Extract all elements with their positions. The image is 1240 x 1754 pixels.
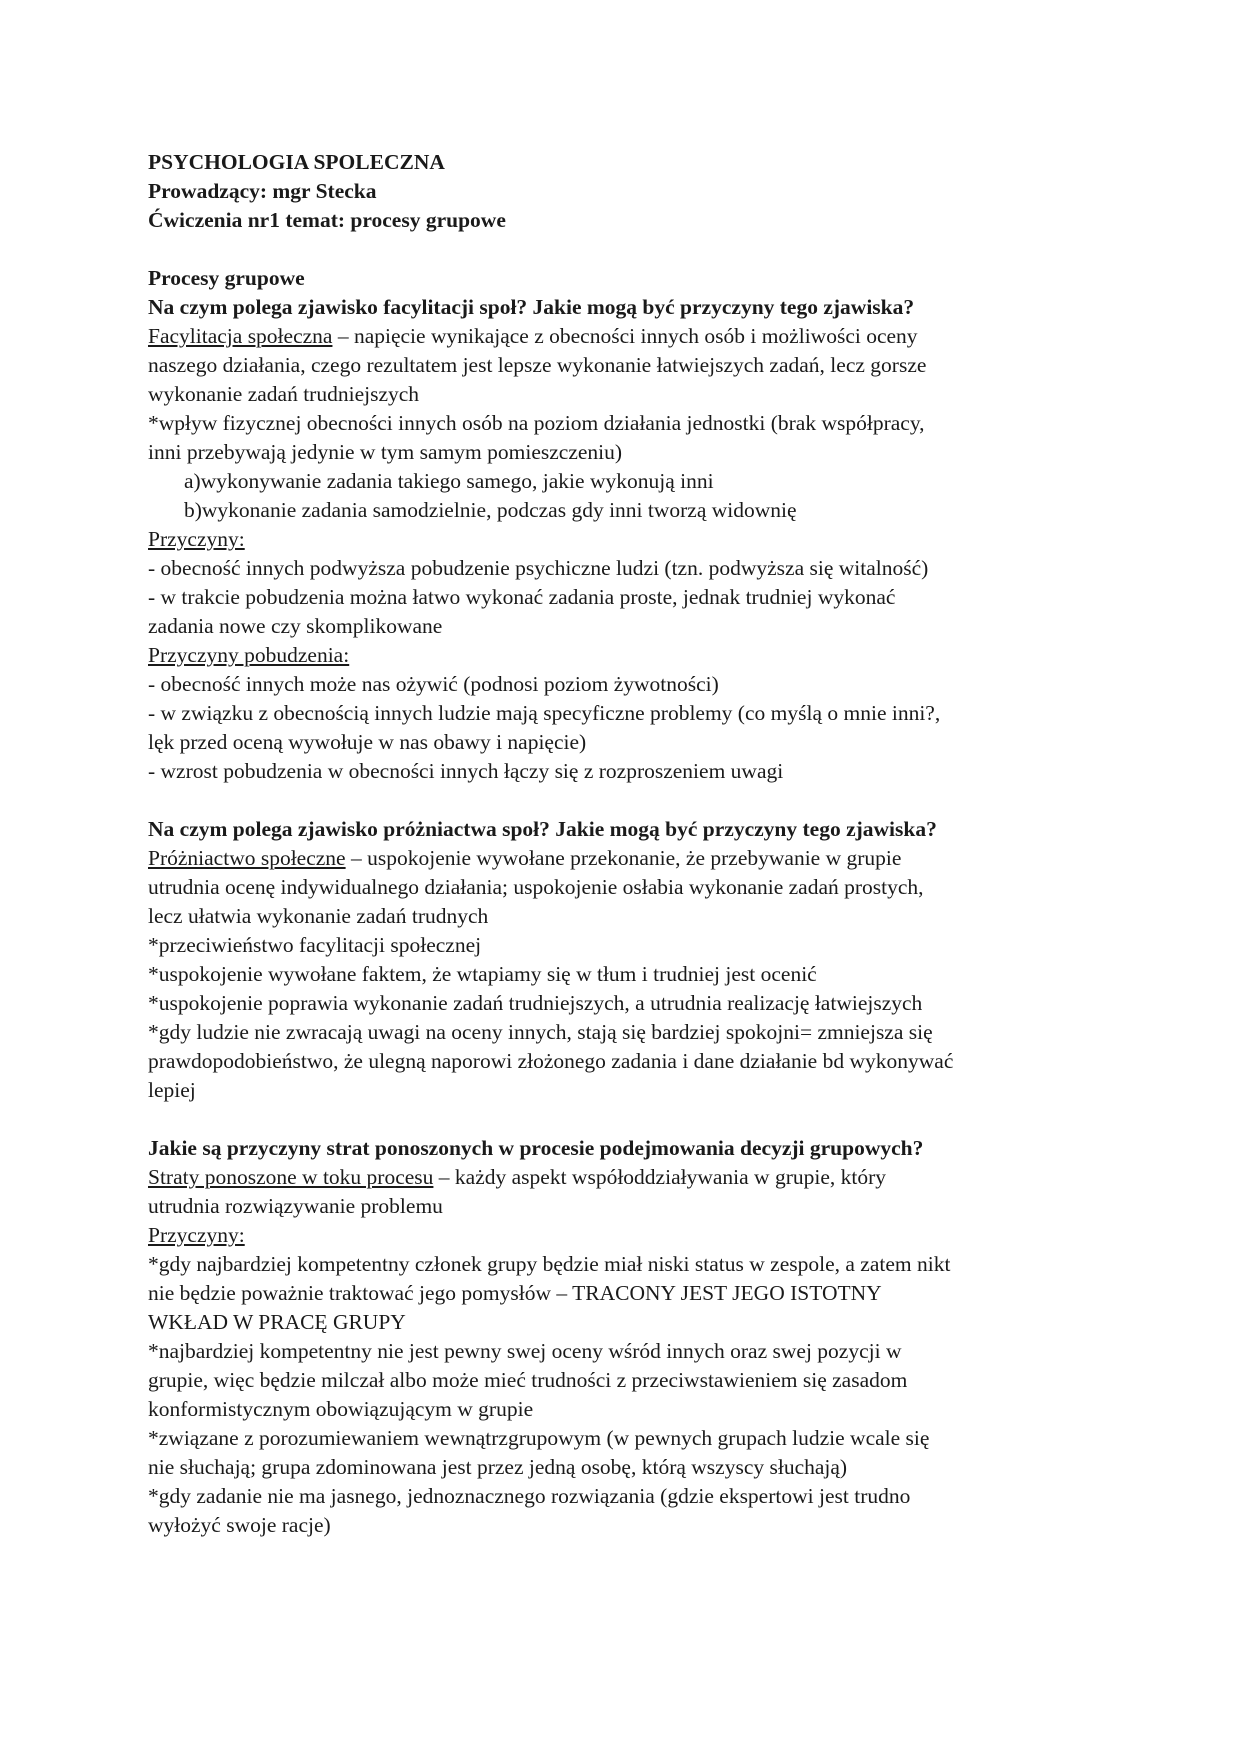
text-line: lepiej — [148, 1078, 196, 1102]
text-line: *uspokojenie poprawia wykonanie zadań trudniejszych, a utrudnia realizację łatwiejszych — [148, 991, 923, 1015]
term-facilitation: Facylitacja społeczna — [148, 324, 333, 348]
exercise-line: Ćwiczenia nr1 temat: procesy grupowe — [148, 208, 506, 232]
text-line: inni przebywają jedynie w tym samym pomieszczeniu) — [148, 440, 623, 464]
section-heading: Procesy grupowe — [148, 266, 305, 290]
document-title: PSYCHOLOGIA SPOLECZNA — [148, 150, 445, 174]
spacer — [148, 1105, 1098, 1134]
text-line: wyłożyć swoje racje) — [148, 1513, 331, 1537]
definition-text: – napięcie wynikające z obecności innych osób i możliwości oceny — [332, 324, 918, 348]
text-line: - wzrost pobudzenia w obecności innych łączy się z rozproszeniem uwagi — [148, 759, 784, 783]
term-loafing: Próżniactwo społeczne — [148, 846, 346, 870]
text-line: WKŁAD W PRACĘ GRUPY — [148, 1310, 406, 1334]
causes-label: Przyczyny: — [148, 1223, 245, 1247]
text-line: konformistycznym obowiązującym w grupie — [148, 1397, 534, 1421]
question-facilitation: Na czym polega zjawisko facylitacji społ? Jakie mogą być przyczyny tego zjawiska? — [148, 295, 915, 319]
causes-label-line — [148, 525, 1098, 554]
text-line: nie będzie poważnie traktować jego pomysłów – TRACONY JEST JEGO ISTOTNY — [148, 1281, 882, 1305]
arousal-causes-label: Przyczyny pobudzenia: — [148, 643, 350, 667]
question-loafing: Na czym polega zjawisko próżniactwa społ? Jakie mogą być przyczyny tego zjawiska? — [148, 817, 937, 841]
list-item-b: b)wykonanie zadania samodzielnie, podczas gdy inni tworzą widownię — [184, 498, 797, 522]
text-line: *wpływ fizycznej obecności innych osób na poziom działania jednostki (brak współpracy, — [148, 411, 925, 435]
definition-text: – uspokojenie wywołane przekonanie, że przebywanie w grupie — [345, 846, 902, 870]
text-line: zadania nowe czy skomplikowane — [148, 614, 443, 638]
text-line: *gdy ludzie nie zwracają uwagi na oceny innych, stają się bardziej spokojni= zmniejsza się — [148, 1020, 933, 1044]
text-line: prawdopodobieństwo, że ulegną naporowi złożonego zadania i dane działanie bd wykonywać — [148, 1049, 954, 1073]
text-line: *związane z porozumiewaniem wewnątrzgrupowym (w pewnych grupach ludzie wcale się — [148, 1426, 930, 1450]
text-line: utrudnia ocenę indywidualnego działania; uspokojenie osłabia wykonanie zadań prostych, — [148, 875, 924, 899]
text-line: *gdy najbardziej kompetentny członek grupy będzie miał niski status w zespole, a zatem nikt — [148, 1252, 951, 1276]
text-line: nie słuchają; grupa zdominowana jest przez jedną osobę, którą wszyscy słuchają) — [148, 1455, 848, 1479]
causes-label: Przyczyny: — [148, 527, 245, 551]
document-content — [148, 148, 1098, 1540]
spacer — [148, 786, 1098, 815]
text-line: wykonanie zadań trudniejszych — [148, 382, 420, 406]
text-line: *uspokojenie wywołane faktem, że wtapiamy się w tłum i trudniej jest ocenić — [148, 962, 817, 986]
causes-label-line — [148, 1221, 1098, 1250]
text-line: *gdy zadanie nie ma jasnego, jednoznacznego rozwiązania (gdzie ekspertowi jest trudno — [148, 1484, 911, 1508]
definition-line — [148, 844, 1098, 873]
text-line: - w związku z obecnością innych ludzie mają specyficzne problemy (co myślą o mnie inni?, — [148, 701, 941, 725]
text-line: naszego działania, czego rezultatem jest lepsze wykonanie łatwiejszych zadań, lecz gorsze — [148, 353, 927, 377]
text-line: utrudnia rozwiązywanie problemu — [148, 1194, 443, 1218]
text-line: - obecność innych podwyższa pobudzenie psychiczne ludzi (tzn. podwyższa się witalność) — [148, 556, 929, 580]
text-line: - obecność innych może nas ożywić (podnosi poziom żywotności) — [148, 672, 719, 696]
definition-text: – każdy aspekt współoddziaływania w grupie, który — [433, 1165, 887, 1189]
spacer — [148, 235, 1098, 264]
text-line: *przeciwieństwo facylitacji społecznej — [148, 933, 482, 957]
definition-line — [148, 1163, 1098, 1192]
text-line: grupie, więc będzie milczał albo może mieć trudności z przeciwstawieniem się zasadom — [148, 1368, 908, 1392]
lecturer-line: Prowadzący: mgr Stecka — [148, 179, 377, 203]
text-line: lecz ułatwia wykonanie zadań trudnych — [148, 904, 489, 928]
question-process-loss: Jakie są przyczyny strat ponoszonych w procesie podejmowania decyzji grupowych? — [148, 1136, 924, 1160]
list-item-a: a)wykonywanie zadania takiego samego, jakie wykonują inni — [184, 469, 714, 493]
text-line: *najbardziej kompetentny nie jest pewny swej oceny wśród innych oraz swej pozycji w — [148, 1339, 902, 1363]
arousal-label-line — [148, 641, 1098, 670]
text-line: lęk przed oceną wywołuje w nas obawy i napięcie) — [148, 730, 587, 754]
definition-line — [148, 322, 1098, 351]
term-process-loss: Straty ponoszone w toku procesu — [148, 1165, 434, 1189]
text-line: - w trakcie pobudzenia można łatwo wykonać zadania proste, jednak trudniej wykonać — [148, 585, 896, 609]
